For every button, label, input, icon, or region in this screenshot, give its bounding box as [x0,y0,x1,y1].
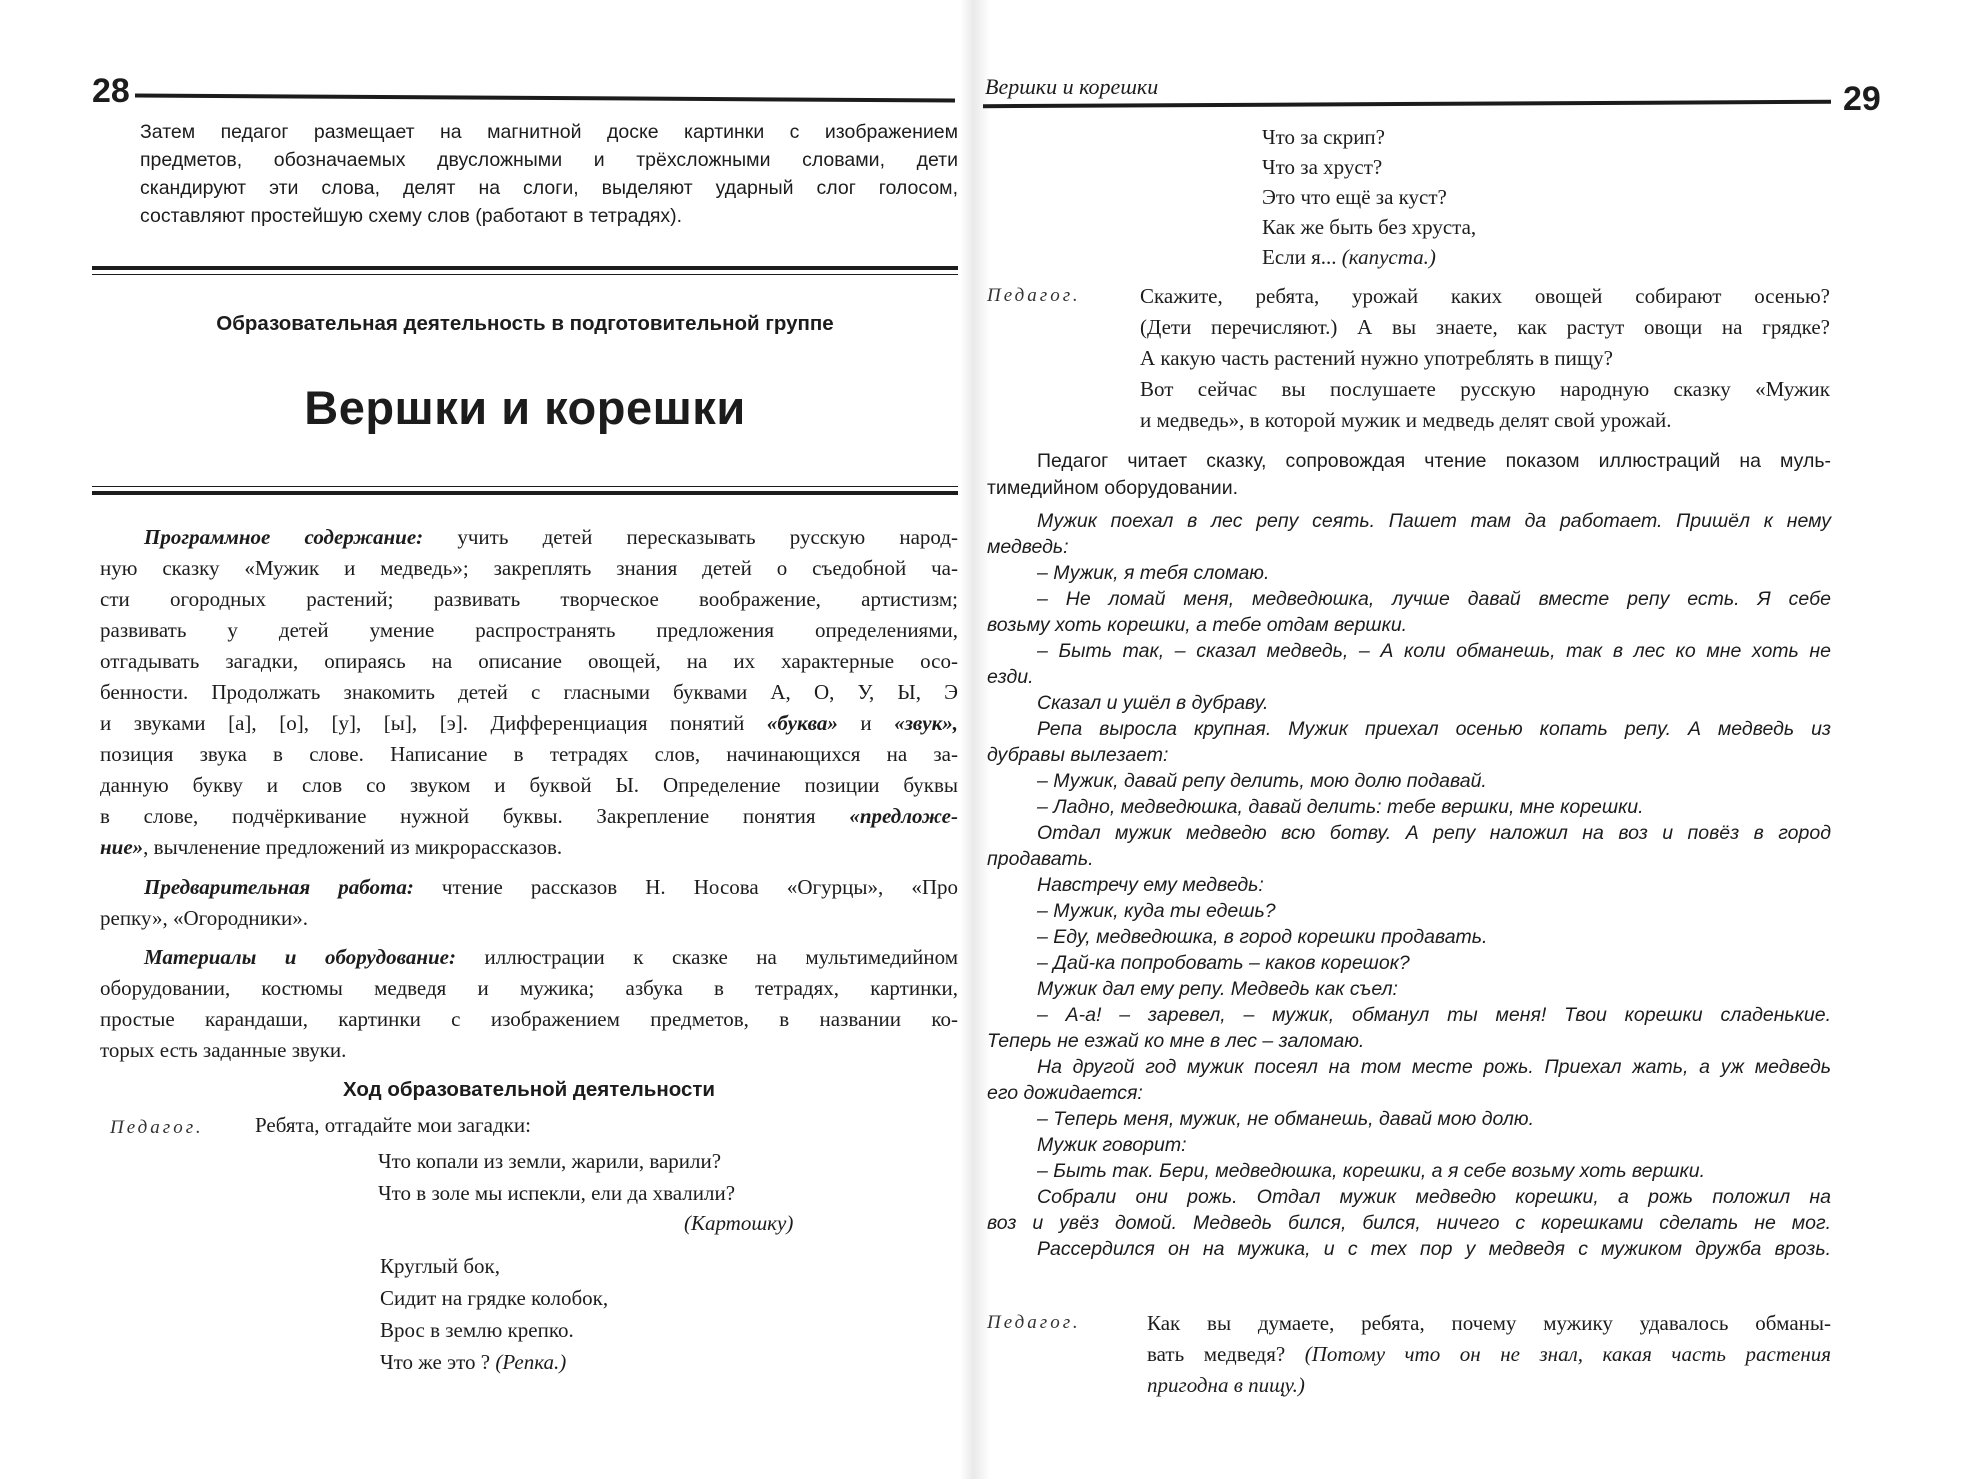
teacher-line: Ребята, отгадайте мои загадки: [255,1113,531,1137]
tale-line: Собрали они рожь. Отдал мужик медведю корешки, а рожь положил на [1037,1186,1831,1208]
riddle-cabbage: Что за скрип? Что за хруст? Это что ещё за куст? Как же быть без хруста, Если я... (капуста.) [1262,125,1477,269]
tale-text [987,508,1831,1262]
tale-line: езди. [987,666,1034,688]
tale-line: – Быть так. Бери, медведюшка, корешки, а я себе возьму хоть вершки. [1037,1160,1705,1182]
page-number: 29 [1843,80,1881,118]
tale-line: продавать. [987,848,1094,870]
tale-line: Мужик дал ему репу. Медведь как съел: [1037,978,1398,1000]
section-rule-bottom [92,491,958,495]
intro-paragraph: Затем педагог размещает на магнитной доске картинки с изображением предметов, обозначаемых двусложными и трёхсложными словами, дети скандируют эти слова, делят на слоги, выделяют ударный слог голосом, составляют простейшую схему слов (работают в тетрадях). [140,121,958,227]
tale-line: дубравы вылезает: [987,744,1169,766]
tale-line: Навстречу ему медведь: [1037,874,1264,896]
tale-line: – Не ломай меня, медведюшка, лучше давай вместе репу есть. Я себе [1037,588,1831,610]
program-content: Программное содержание: учить детей пересказывать русскую народ- ную сказку «Мужик и медведь»; закреплять знания детей о съедобной ча- сти огородных растений; развивать творческое воображение, артистизм; развивать у детей умение распространять предложения определениями, отгадывать загадки, опираясь на описание овощей, на их характерные осо- бенности. Продолжать знакомить детей с гласными буквами А, О, У, Ы, Э и звуками [а], [о], [у], [ы], [э]. Дифференциация понятий «буква» и «звук», позиция звука в слове. Написание в тетрадях слов, начинающихся на за- данную букву и слов со звуком и буквой Ы. Определение позиции буквы в слове, подчёркивание нужной буквы. Закрепление понятия «предложе- ние», вычленение предложений из микрорассказов. [100,525,959,859]
section-title: Вершки и корешки [304,381,746,434]
tale-line: – Дай-ка попробовать – каков корешок? [1037,952,1410,974]
materials: Материалы и оборудование: иллюстрации к сказке на мультимедийном оборудовании, костюмы медведя и мужика; азбука в тетрадях, картинки, простые карандаши, картинки с изображением предметов, в названии ко- торых есть заданные звуки. [100,945,959,1062]
term-sentence: «предложе- [849,804,958,828]
tale-line: Сказал и ушёл в дубраву. [1037,692,1269,714]
tale-line: На другой год мужик посеял на том месте рожь. Приехал жать, а уж медведь [1037,1056,1831,1078]
final-answer: (Потому что он не знал, какая часть растения [1304,1342,1831,1366]
tale-line: – Быть так, – сказал медведь, – А коли обманешь, так в лес ко мне хоть не [1037,640,1831,662]
tale-line: – Мужик, я тебя сломаю. [1037,562,1270,584]
tale-line: Рассердился он на мужика, и с тех пор у медведя с мужиком дружба врозь. [1037,1238,1831,1260]
narration: Педагог читает сказку, сопровождая чтение показом иллюстраций на муль- тимедийном оборудовании. [987,450,1831,499]
left-page [0,0,975,1479]
riddle-potato-answer: (Картошку) [684,1211,794,1235]
term-letter: «буква» [766,711,838,735]
page-number: 28 [92,72,130,110]
preliminary-work: Предварительная работа: чтение рассказов Н. Носова «Огурцы», «Про репку», «Огородники». [100,875,958,930]
riddle-potato: Что копали из земли, жарили, варили? Что в золе мы испекли, ели да хвалили? [378,1149,736,1205]
tale-line: возьму хоть корешки, а тебе отдам вершки. [987,614,1408,636]
tale-line: Мужик говорит: [1037,1134,1187,1156]
program-label: Программное содержание: [144,525,424,549]
header-rule [135,93,955,102]
tale-line: медведь: [987,536,1069,558]
tale-line: Репа выросла крупная. Мужик приехал осенью копать репу. А медведь из [1037,718,1831,740]
tale-line: – А-а! – заревел, – мужик, обманул ты меня! Твои корешки сладенькие. [1037,1004,1831,1026]
riddle-turnip: Круглый бок, Сидит на грядке колобок, Врос в землю крепко. Что же это ? (Репка.) [380,1254,609,1374]
tale-line: его дожидается: [987,1082,1143,1104]
final-question: Как вы думаете, ребята, почему мужику удавалось обманы- вать медведя? (Потому что он не знал, какая часть растения пригодна в пищу.) [1147,1311,1831,1397]
speaker-label: Педагог. [987,285,1081,306]
tale-line: Мужик поехал в лес репу сеять. Пашет там да работает. Пришёл к нему [1037,510,1831,532]
tale-line: – Мужик, куда ты едешь? [1037,900,1276,922]
tale-line: – Еду, медведюшка, в город корешки продавать. [1037,926,1488,948]
tale-line: воз и увёз домой. Медведь бился, бился, ничего с корешками сделать не мог. [987,1212,1831,1234]
term-sound: «звук», [894,711,958,735]
header-rule [983,100,1831,108]
section-rule-top-thin [92,274,958,275]
tale-line: – Ладно, медведюшка, давай делить: тебе вершки, мне корешки. [1037,796,1644,818]
preliminary-label: Предварительная работа: [144,875,414,899]
riddle-cabbage-answer: (капуста.) [1341,245,1436,269]
tale-line: Теперь не езжай ко мне в лес – заломаю. [987,1030,1365,1052]
teacher-speech: Скажите, ребята, урожай каких овощей собирают осенью? (Дети перечисляют.) А вы знаете, как растут овощи на грядке? А какую часть растений нужно употреблять в пищу? Вот сейчас вы послушаете русскую народную сказку «Мужик и медведь», в которой мужик и медведь делят свой урожай. [1140,284,1830,432]
section-rule-bottom-thin [92,486,958,487]
riddle-turnip-answer: (Репка.) [495,1350,567,1374]
section-subtitle: Образовательная деятельность в подготовительной группе [216,312,834,335]
speaker-label: Педагог. [987,1312,1081,1333]
right-page [975,0,1962,1479]
speaker-label: Педагог. [110,1117,204,1138]
tale-line: – Мужик, давай репу делить, мою долю подавай. [1037,770,1487,792]
tale-line: Отдал мужик медведю всю ботву. А репу наложил на воз и повёз в город [1037,822,1831,844]
progress-heading: Ход образовательной деятельности [342,1078,716,1101]
running-head: Вершки и корешки [985,74,1159,99]
tale-line: – Теперь меня, мужик, не обманешь, давай мою долю. [1037,1108,1535,1130]
section-rule-top [92,266,958,270]
materials-label: Материалы и оборудование: [144,945,456,969]
